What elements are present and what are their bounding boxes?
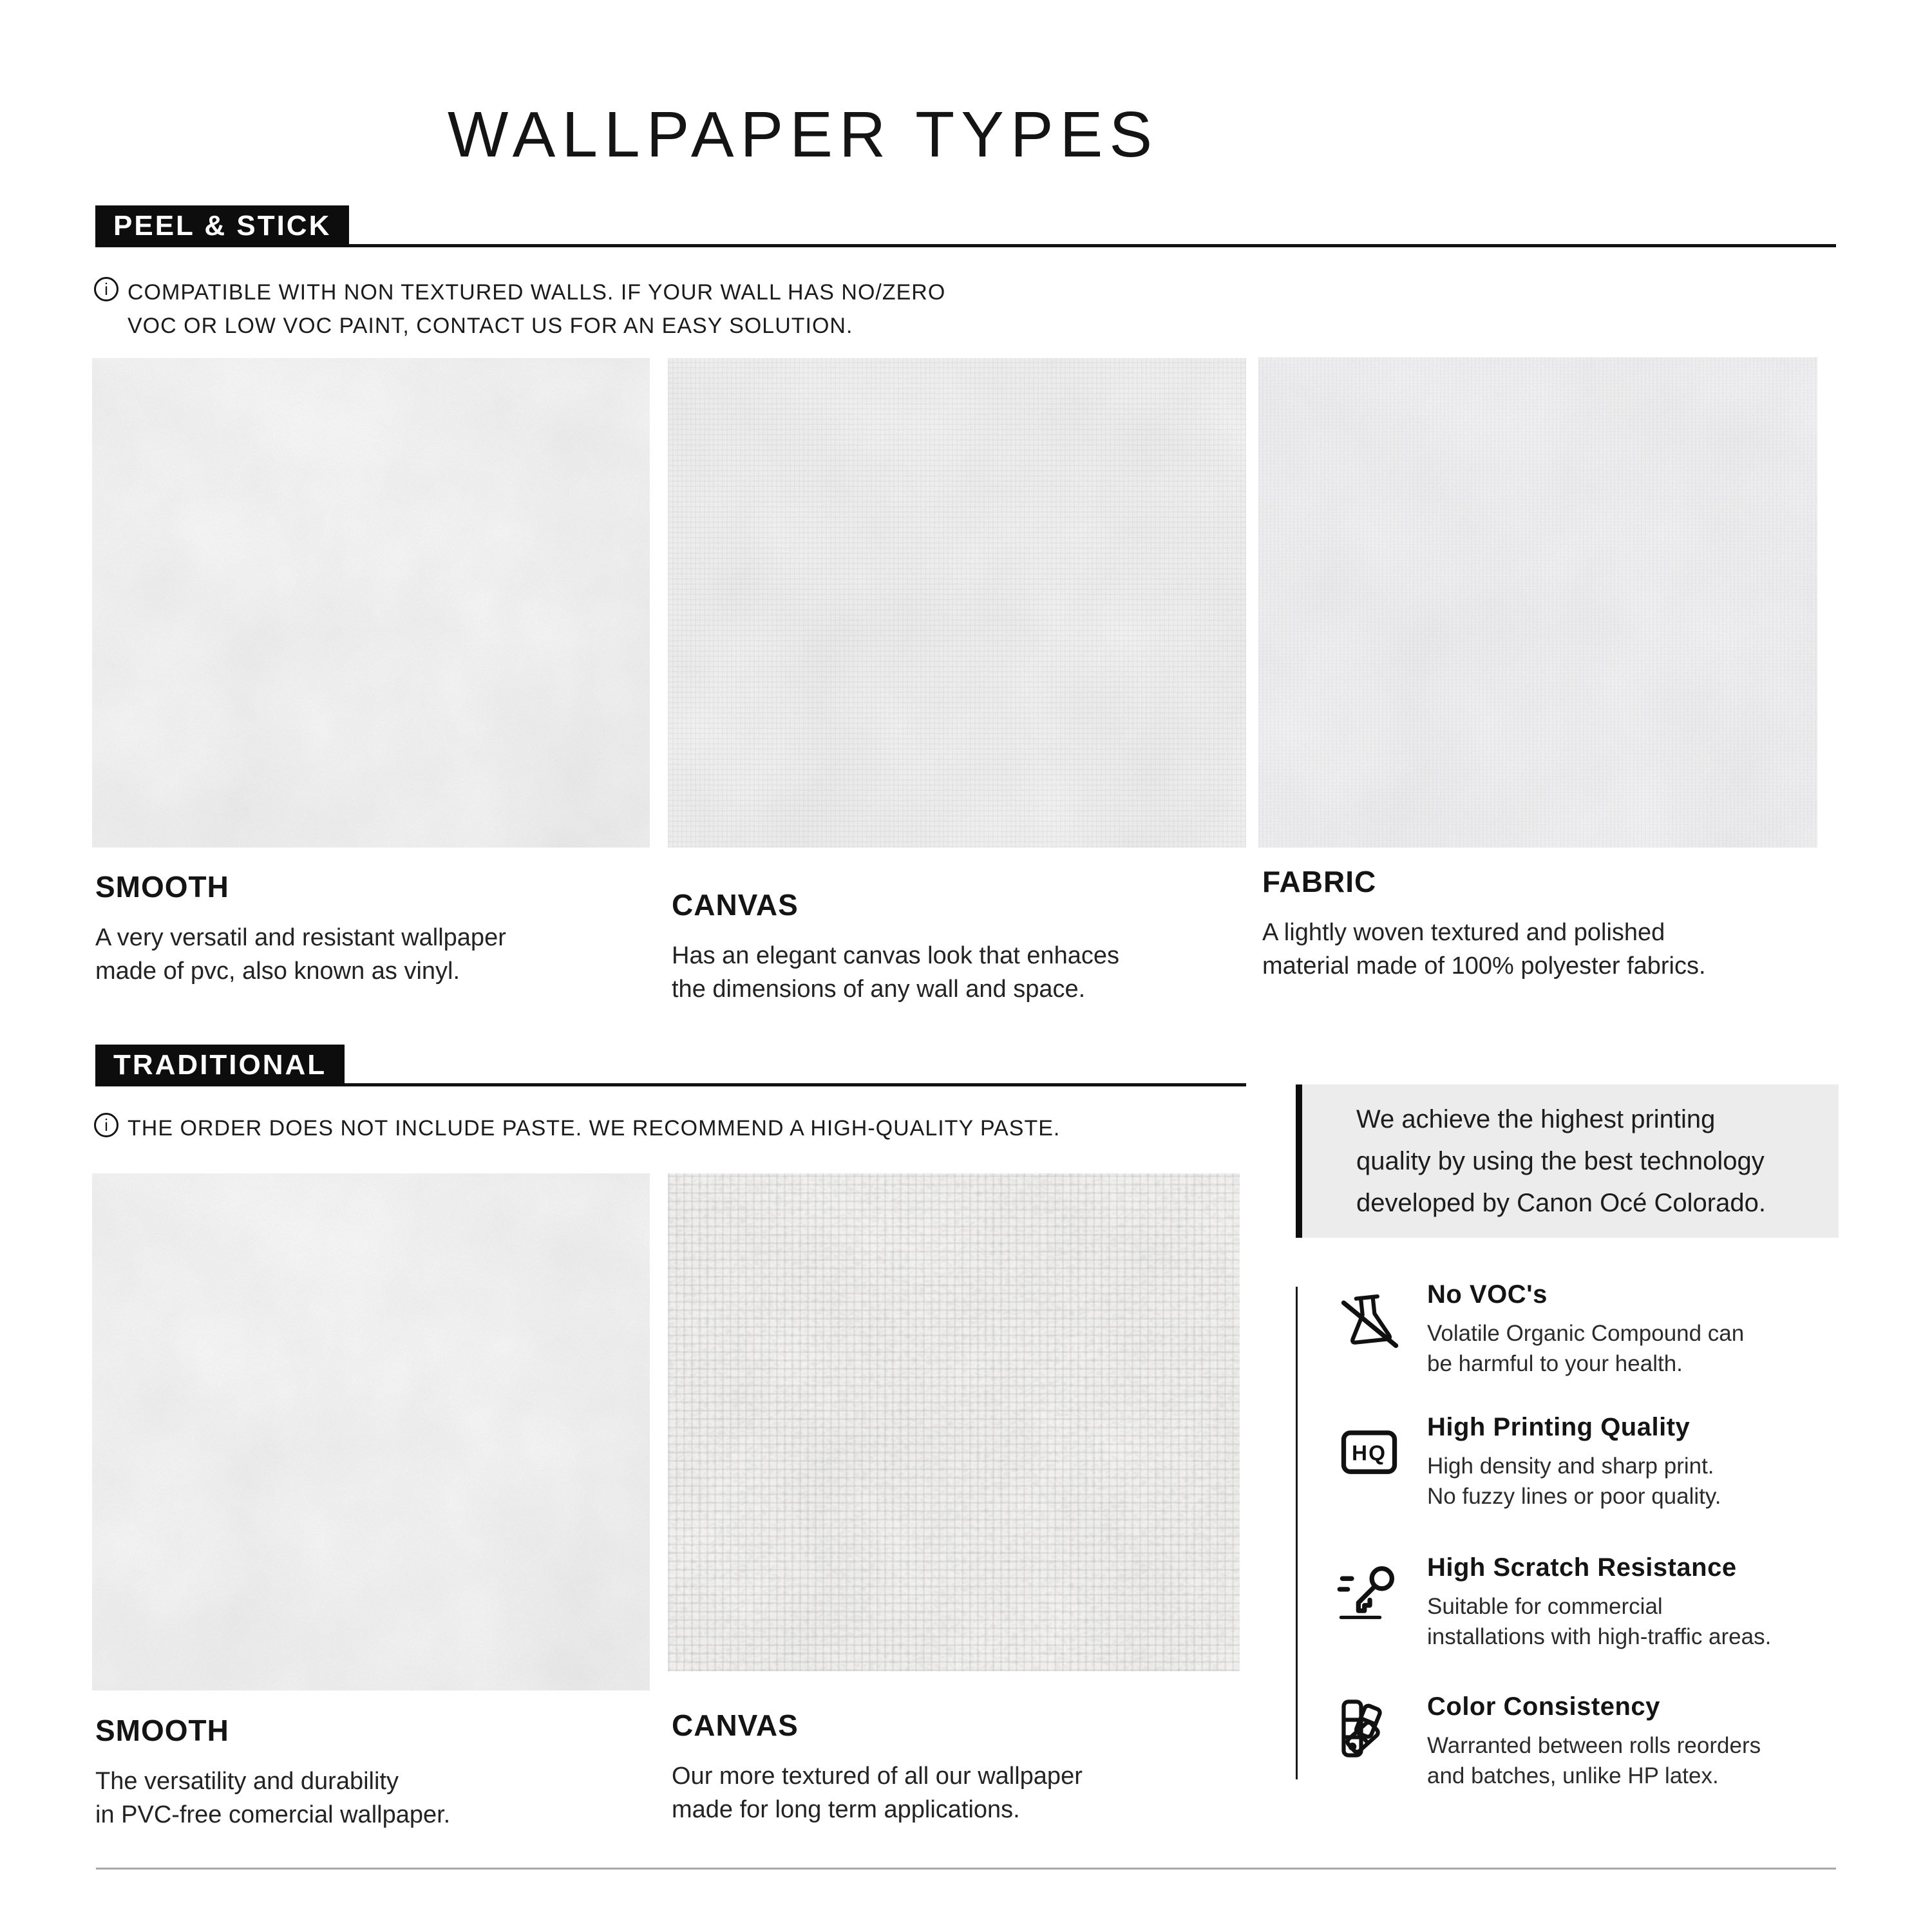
statement-line: We achieve the highest printing xyxy=(1356,1105,1716,1133)
swatchbook-glyph xyxy=(1336,1695,1403,1762)
section-tag-label: PEEL & STICK xyxy=(113,210,332,242)
desc-line: made for long term applications. xyxy=(672,1796,1020,1823)
quality-statement xyxy=(1356,1099,1766,1224)
no-voc-flask-icon xyxy=(1334,1285,1404,1355)
page-title: WALLPAPER TYPES xyxy=(447,99,1159,171)
note-line: VOC OR LOW VOC PAINT, CONTACT US FOR AN EASY SOLUTION. xyxy=(128,314,853,338)
feature-high-printing-quality xyxy=(1427,1413,1721,1511)
feature-high-scratch-resistance xyxy=(1427,1553,1771,1652)
peel-stick-note-text xyxy=(128,276,945,343)
swatch-description xyxy=(1262,916,1706,983)
desc-line: be harmful to your health. xyxy=(1427,1351,1683,1376)
swatch-title: SMOOTH xyxy=(95,1714,229,1747)
color-swatchbook-icon xyxy=(1334,1694,1404,1763)
feature-title: Color Consistency xyxy=(1427,1692,1660,1721)
canvas-texture xyxy=(668,358,1246,848)
texture-sample-traditional-smooth xyxy=(92,1173,650,1690)
flask-crossed-glyph xyxy=(1336,1287,1403,1354)
swatch-description xyxy=(95,921,506,988)
desc-line: Suitable for commercial xyxy=(1427,1594,1663,1619)
features-divider-line xyxy=(1296,1287,1298,1779)
desc-line: made of pvc, also known as vinyl. xyxy=(95,958,460,985)
feature-description xyxy=(1427,1451,1721,1511)
texture-sample-traditional-canvas xyxy=(668,1173,1240,1671)
section-tag-traditional xyxy=(95,1045,345,1086)
desc-line: The versatility and durability xyxy=(95,1768,399,1795)
section-tag-label: TRADITIONAL xyxy=(113,1049,327,1081)
desc-line: No fuzzy lines or poor quality. xyxy=(1427,1484,1721,1509)
info-icon: i xyxy=(94,1113,118,1137)
feature-description xyxy=(1427,1730,1761,1791)
swatch-caption-peel-canvas xyxy=(672,887,1119,1006)
quality-statement-panel xyxy=(1296,1084,1839,1238)
swatch-title: CANVAS xyxy=(672,1709,799,1742)
desc-line: Warranted between rolls reorders xyxy=(1427,1733,1761,1758)
traditional-note-text xyxy=(128,1112,1060,1145)
feature-title: High Printing Quality xyxy=(1427,1413,1690,1441)
desc-line: A very versatil and resistant wallpaper xyxy=(95,924,506,951)
traditional-note xyxy=(94,1112,1060,1145)
swatch-description xyxy=(672,1759,1083,1826)
section-tag-peel-stick xyxy=(95,205,349,247)
hq-badge-glyph xyxy=(1336,1418,1403,1485)
desc-line: and batches, unlike HP latex. xyxy=(1427,1763,1719,1788)
swatch-caption-traditional-smooth xyxy=(95,1713,450,1832)
fabric-texture xyxy=(1258,357,1817,848)
note-line: THE ORDER DOES NOT INCLUDE PASTE. WE RECOMMEND A HIGH-QUALITY PASTE. xyxy=(128,1116,1061,1141)
swatch-caption-traditional-canvas xyxy=(672,1708,1083,1826)
desc-line: in PVC-free comercial wallpaper. xyxy=(95,1801,451,1828)
desc-line: the dimensions of any wall and space. xyxy=(672,976,1086,1003)
desc-line: Has an elegant canvas look that enhaces xyxy=(672,942,1120,969)
texture-sample-peel-fabric xyxy=(1258,357,1817,848)
swatch-description xyxy=(95,1765,450,1832)
feature-no-vocs xyxy=(1427,1280,1744,1379)
swatch-title: FABRIC xyxy=(1262,865,1377,898)
statement-line: developed by Canon Océ Colorado. xyxy=(1356,1189,1766,1217)
paper-texture xyxy=(92,1173,650,1690)
feature-description xyxy=(1427,1591,1771,1652)
feature-title: No VOC's xyxy=(1427,1280,1548,1309)
scratch-key-icon xyxy=(1334,1557,1404,1627)
bottom-divider-line xyxy=(96,1868,1836,1870)
peel-stick-note xyxy=(94,276,945,343)
swatch-title: CANVAS xyxy=(672,888,799,922)
desc-line: material made of 100% polyester fabrics. xyxy=(1262,952,1706,980)
swatch-description xyxy=(672,939,1119,1006)
swatch-caption-peel-smooth xyxy=(95,869,506,988)
paper-texture xyxy=(92,358,650,848)
desc-line: A lightly woven textured and polished xyxy=(1262,919,1665,946)
key-scratch-glyph xyxy=(1336,1558,1403,1625)
hq-letters: HQ xyxy=(1351,1441,1387,1466)
texture-sample-peel-smooth xyxy=(92,358,650,848)
note-line: COMPATIBLE WITH NON TEXTURED WALLS. IF YOUR WALL HAS NO/ZERO xyxy=(128,280,946,305)
desc-line: Our more textured of all our wallpaper xyxy=(672,1763,1083,1790)
texture-sample-peel-canvas xyxy=(668,358,1246,848)
desc-line: Volatile Organic Compound can xyxy=(1427,1321,1745,1346)
feature-color-consistency xyxy=(1427,1692,1761,1791)
feature-description xyxy=(1427,1318,1744,1379)
burlap-texture xyxy=(668,1173,1240,1671)
desc-line: installations with high-traffic areas. xyxy=(1427,1624,1772,1649)
swatch-caption-peel-fabric xyxy=(1262,864,1706,983)
info-icon: i xyxy=(94,277,118,301)
hq-badge-icon xyxy=(1334,1417,1404,1486)
section-rule-peel-stick xyxy=(95,244,1836,247)
swatch-title: SMOOTH xyxy=(95,870,229,904)
statement-line: quality by using the best technology xyxy=(1356,1147,1765,1175)
feature-title: High Scratch Resistance xyxy=(1427,1553,1737,1582)
desc-line: High density and sharp print. xyxy=(1427,1454,1714,1479)
